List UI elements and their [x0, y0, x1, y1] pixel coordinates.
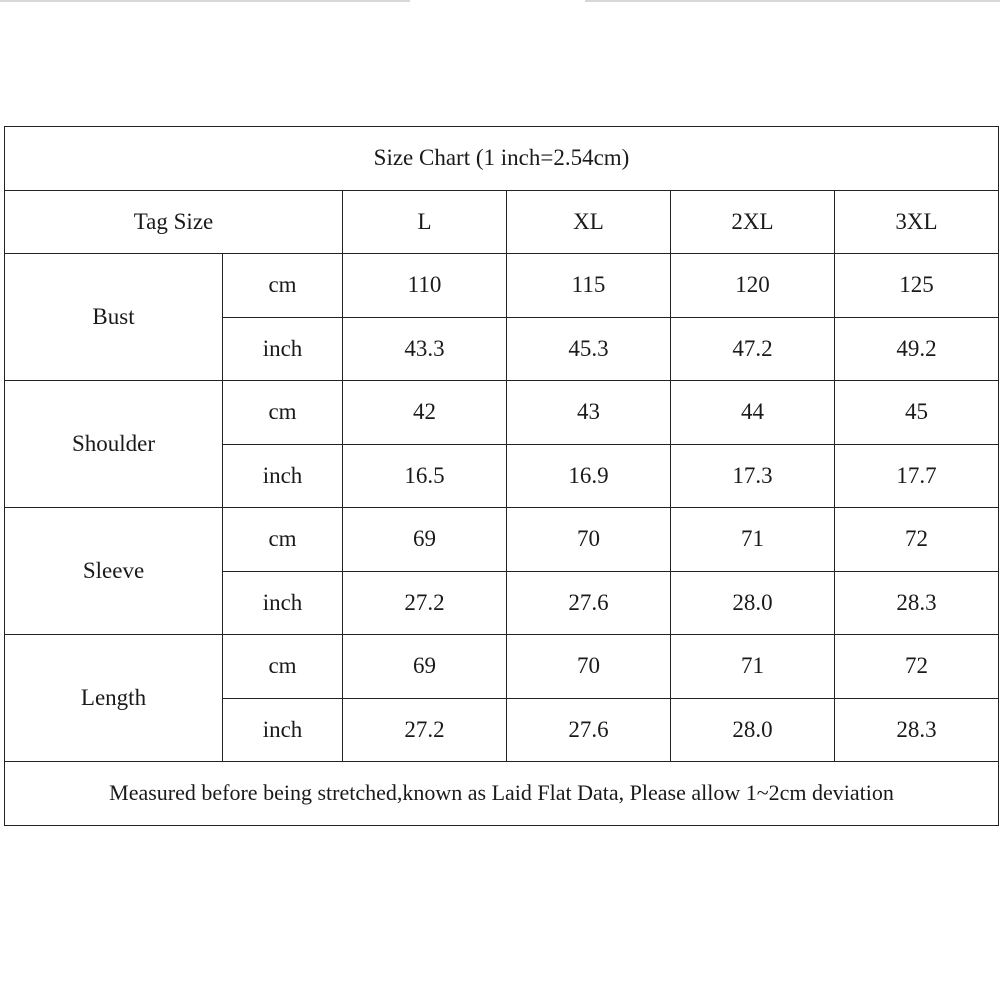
value-cell: 27.2: [343, 571, 507, 635]
value-cell: 42: [343, 381, 507, 445]
size-header-l: L: [343, 190, 507, 254]
title-row: [5, 127, 999, 191]
value-cell: 16.9: [507, 444, 671, 508]
value-cell: 27.6: [507, 698, 671, 762]
value-cell: 43: [507, 381, 671, 445]
value-cell: 44: [671, 381, 835, 445]
top-border-line-right: [585, 0, 1000, 2]
measurement-name: Bust: [5, 254, 223, 381]
value-cell: 70: [507, 635, 671, 699]
unit-label: cm: [223, 508, 343, 572]
value-cell: 125: [835, 254, 999, 318]
value-cell: 27.2: [343, 698, 507, 762]
value-cell: 47.2: [671, 317, 835, 381]
measurement-row: [5, 508, 999, 572]
value-cell: 43.3: [343, 317, 507, 381]
value-cell: 71: [671, 508, 835, 572]
value-cell: 17.3: [671, 444, 835, 508]
unit-label: cm: [223, 254, 343, 318]
value-cell: 70: [507, 508, 671, 572]
value-cell: 69: [343, 508, 507, 572]
unit-label: inch: [223, 571, 343, 635]
size-chart-table: [4, 126, 999, 826]
size-header-xl: XL: [507, 190, 671, 254]
value-cell: 72: [835, 508, 999, 572]
measurement-row: [5, 254, 999, 318]
value-cell: 28.0: [671, 698, 835, 762]
value-cell: 17.7: [835, 444, 999, 508]
top-border-line-left: [0, 0, 410, 2]
value-cell: 45: [835, 381, 999, 445]
tag-size-label: Tag Size: [5, 190, 343, 254]
value-cell: 16.5: [343, 444, 507, 508]
size-header-3xl: 3XL: [835, 190, 999, 254]
value-cell: 27.6: [507, 571, 671, 635]
value-cell: 72: [835, 635, 999, 699]
size-header-2xl: 2XL: [671, 190, 835, 254]
measurement-name: Length: [5, 635, 223, 762]
measurement-name: Shoulder: [5, 381, 223, 508]
value-cell: 28.3: [835, 698, 999, 762]
value-cell: 115: [507, 254, 671, 318]
header-row: [5, 190, 999, 254]
value-cell: 69: [343, 635, 507, 699]
value-cell: 28.3: [835, 571, 999, 635]
measurement-row: [5, 635, 999, 699]
value-cell: 71: [671, 635, 835, 699]
measurement-name: Sleeve: [5, 508, 223, 635]
value-cell: 45.3: [507, 317, 671, 381]
chart-title: Size Chart (1 inch=2.54cm): [5, 127, 999, 191]
value-cell: 49.2: [835, 317, 999, 381]
value-cell: 120: [671, 254, 835, 318]
unit-label: cm: [223, 635, 343, 699]
deviation-note: Measured before being stretched,known as Laid Flat Data, Please allow 1~2cm deviation: [5, 762, 999, 826]
unit-label: inch: [223, 317, 343, 381]
value-cell: 28.0: [671, 571, 835, 635]
unit-label: inch: [223, 444, 343, 508]
value-cell: 110: [343, 254, 507, 318]
measurement-row: [5, 381, 999, 445]
unit-label: inch: [223, 698, 343, 762]
note-row: [5, 762, 999, 826]
unit-label: cm: [223, 381, 343, 445]
